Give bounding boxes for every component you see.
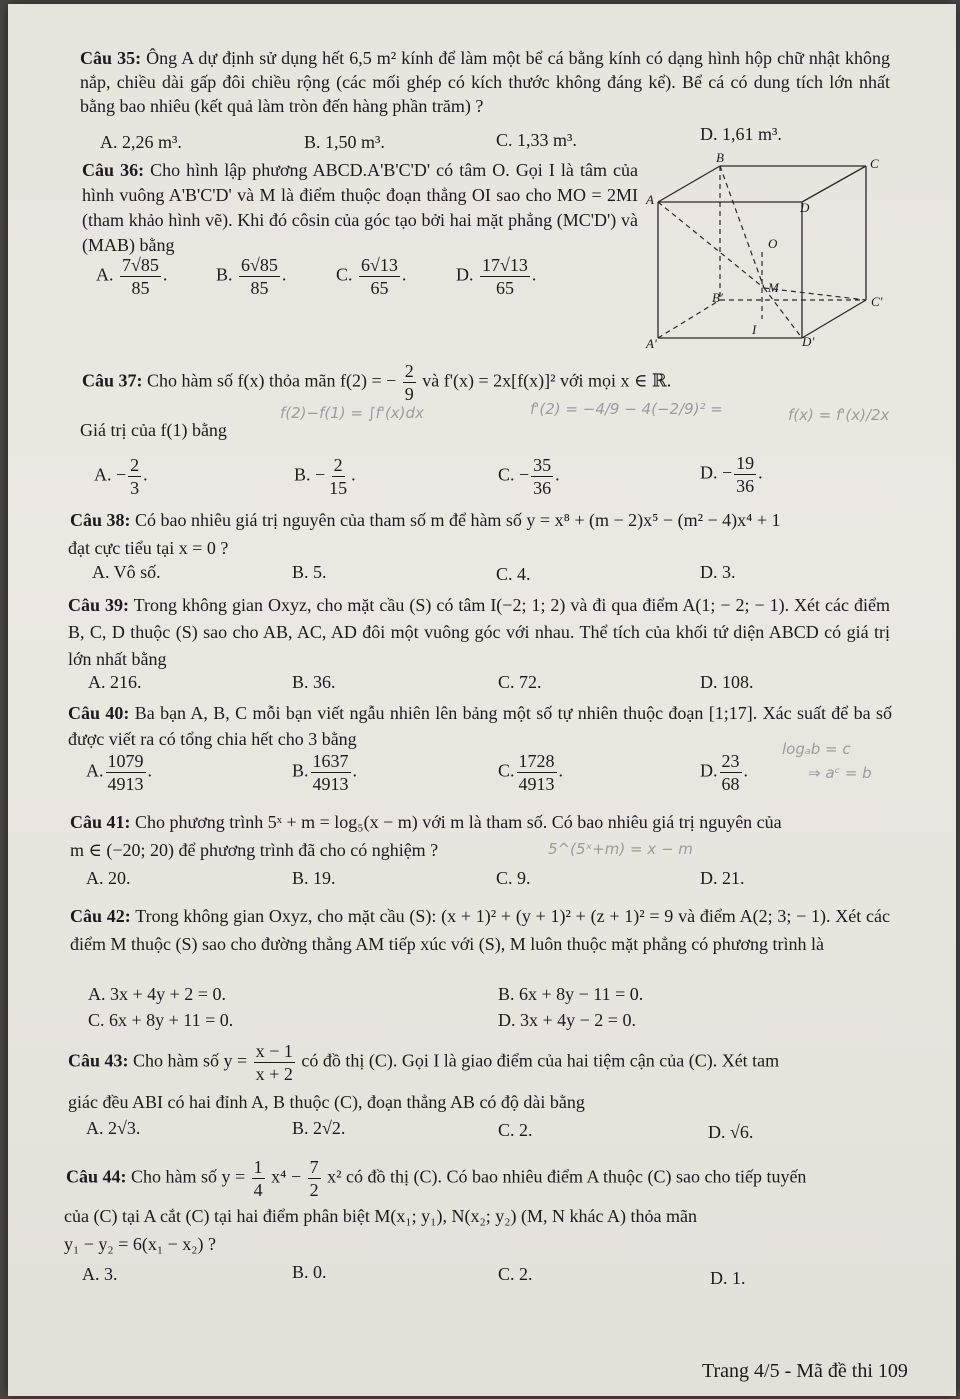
q39-answer-c[interactable]: C. 72. — [498, 672, 542, 692]
q40-answer-c[interactable]: C. $\frac{1728}{4913}$ . — [498, 751, 564, 794]
q35-answer-b[interactable]: B. 1,50 m³. — [304, 132, 385, 152]
q38-answer-a[interactable]: A. Vô số. — [92, 562, 161, 582]
q38-text: Có bao nhiêu giá trị nguyên của tham số m để hàm số y = x⁸ + (m − 2)x⁵ − (m² − 4)x⁴ + 1 — [135, 510, 781, 530]
q38-text2: đạt cực tiểu tại x = 0 ? — [68, 538, 229, 558]
q43-answer-d[interactable]: D. √6. — [708, 1122, 754, 1142]
q37-text1: Cho hàm số f(x) thỏa mãn f(2) = − — [147, 370, 397, 391]
q36-label: Câu 36: — [82, 160, 145, 180]
q36-answer-b[interactable]: B. $\frac{6√85}{85}$ . — [216, 255, 287, 298]
q40-handwriting-1: logₐb = c — [782, 740, 851, 758]
label-I: I — [752, 322, 757, 337]
line-BM — [720, 166, 764, 288]
q41-handwriting-1: 5^(5ˣ+m) = x − m — [548, 840, 693, 858]
question-44 — [66, 1156, 806, 1201]
q44-fraction-2: $\frac{7}{2}$ — [309, 1157, 319, 1200]
q38-label: Câu 38: — [70, 510, 131, 530]
edge-AB-bottom-hidden — [658, 300, 720, 338]
q44-answer-b[interactable]: B. 0. — [292, 1262, 327, 1282]
q36-answer-d[interactable]: D. $\frac{17√13}{65}$ . — [456, 255, 537, 298]
q37-handwriting-3: f(x) = f'(x)/2x — [788, 406, 890, 424]
q42-answer-d[interactable]: D. 3x + 4y − 2 = 0. — [498, 1010, 636, 1030]
line-MD — [764, 288, 802, 338]
label-Cp: C' — [871, 294, 883, 309]
q36-c-fraction: $\frac{6√13}{65}$ — [361, 255, 398, 298]
label-M: M — [768, 280, 779, 295]
q37-answer-a[interactable]: A. − $\frac{2}{3}$ . — [94, 455, 148, 498]
q35-label: Câu 35: — [80, 48, 142, 68]
question-38 — [70, 508, 781, 532]
q37-b-fraction: $\frac{2}{15}$ — [329, 455, 348, 498]
label-Bp: B' — [712, 290, 723, 305]
line-MC — [764, 288, 866, 300]
label-B: B — [716, 152, 724, 165]
question-39 — [68, 592, 890, 673]
exam-page — [8, 4, 956, 1396]
question-43 — [68, 1040, 779, 1085]
q44-label: Câu 44: — [66, 1166, 127, 1187]
label-Dp: D' — [802, 334, 815, 349]
q40-text: Ba bạn A, B, C mỗi bạn viết ngẫu nhiên lên bảng một số tự nhiên thuộc đoạn [1;17]. Xác suất để ba số được viết ra có tổng chia hết cho 3 bằng — [68, 703, 892, 749]
q40-a-fraction: $\frac{1079}{4913}$ — [107, 751, 144, 794]
edge-BA — [658, 166, 720, 202]
q44-fraction-1: $\frac{1}{4}$ — [253, 1157, 263, 1200]
q44-text3: của (C) tại A cắt (C) tại hai điểm phân biệt M(x₁; y₁), N(x₂; y₂) (M, N khác A) thỏa mãn — [64, 1206, 697, 1226]
q40-c-fraction: $\frac{1728}{4913}$ — [518, 751, 555, 794]
q42-label: Câu 42: — [70, 906, 131, 926]
q39-answer-b[interactable]: B. 36. — [292, 672, 336, 692]
question-42 — [70, 902, 890, 958]
q36-answer-c[interactable]: C. $\frac{6√13}{65}$ . — [336, 255, 407, 298]
q42-answer-a[interactable]: A. 3x + 4y + 2 = 0. — [88, 984, 226, 1004]
q35-answer-c[interactable]: C. 1,33 m³. — [496, 130, 577, 150]
q40-answer-b[interactable]: B. $\frac{1637}{4913}$ . — [292, 751, 358, 794]
q37-answer-b[interactable]: B. − $\frac{2}{15}$ . — [294, 455, 356, 498]
q40-b-fraction: $\frac{1637}{4913}$ — [312, 751, 349, 794]
cube-figure — [644, 152, 894, 352]
q44-answer-a[interactable]: A. 3. — [82, 1264, 118, 1284]
q39-answer-a[interactable]: A. 216. — [88, 672, 142, 692]
q43-text1: Cho hàm số y = — [133, 1050, 248, 1071]
q36-answer-a[interactable]: A. $\frac{7√85}{85}$ . — [96, 255, 168, 298]
q36-b-fraction: $\frac{6√85}{85}$ — [241, 255, 278, 298]
q35-answer-a[interactable]: A. 2,26 m³. — [100, 132, 182, 152]
q44-text2: x² có đồ thị (C). Có bao nhiêu điểm A thuộc (C) sao cho tiếp tuyến — [327, 1166, 807, 1187]
q37-answer-d[interactable]: D. − $\frac{19}{36}$ . — [700, 453, 763, 496]
q43-text3: giác đều ABI có hai đỉnh A, B thuộc (C), đoạn thẳng AB có độ dài bằng — [68, 1092, 585, 1112]
label-O: O — [768, 236, 778, 251]
q39-answer-d[interactable]: D. 108. — [700, 672, 754, 692]
q41-answer-b[interactable]: B. 19. — [292, 868, 336, 888]
label-D: D — [800, 200, 810, 215]
q41-text: Cho phương trình 5ˣ + m = log₅(x − m) với m là tham số. Có bao nhiêu giá trị nguyên của — [135, 812, 782, 832]
q36-d-fraction: $\frac{17√13}{65}$ — [482, 255, 528, 298]
q41-label: Câu 41: — [70, 812, 131, 832]
q37-handwriting-2: f'(2) = −4/9 − 4(−2/9)² = — [530, 400, 723, 418]
q40-d-fraction: $\frac{23}{68}$ — [721, 751, 740, 794]
question-37 — [82, 360, 671, 405]
q37-d-fraction: $\frac{19}{36}$ — [736, 453, 755, 496]
q43-label: Câu 43: — [68, 1050, 129, 1071]
q44-answer-c[interactable]: C. 2. — [498, 1264, 533, 1284]
q42-text: Trong không gian Oxyz, cho mặt cầu (S): (x + 1)² + (y + 1)² + (z + 1)² = 9 và điểm A(2; 3; − 1). Xét các điểm M thuộc (S) sao cho đường thẳng AM tiếp xúc với (S), M luôn thuộc mặt phẳng có phương trình là — [70, 906, 890, 954]
q41-answer-d[interactable]: D. 21. — [700, 868, 745, 888]
question-36 — [82, 158, 638, 258]
page-footer: Trang 4/5 - Mã đề thi 109 — [702, 1360, 908, 1382]
q43-answer-a[interactable]: A. 2√3. — [86, 1118, 141, 1138]
q38-answer-c[interactable]: C. 4. — [496, 564, 531, 584]
q38-answer-d[interactable]: D. 3. — [700, 562, 736, 582]
q37-handwriting-1: f(2)−f(1) = ∫f'(x)dx — [280, 404, 424, 422]
q37-a-fraction: $\frac{2}{3}$ — [130, 455, 140, 498]
q44-text1: Cho hàm số y = — [131, 1166, 246, 1187]
q41-text2: m ∈ (−20; 20) để phương trình đã cho có nghiệm ? — [70, 840, 439, 860]
q41-answer-c[interactable]: C. 9. — [496, 868, 531, 888]
q36-text: Cho hình lập phương ABCD.A'B'C'D' có tâm O. Gọi I là tâm của hình vuông A'B'C'D' và M là điểm thuộc đoạn thẳng OI sao cho MO = 2MI (tham khảo hình vẽ). Khi đó côsin của góc tạo bởi hai mặt phẳng (MC'D') và (MAB) bằng — [82, 160, 638, 255]
q37-c-fraction: $\frac{35}{36}$ — [533, 455, 552, 498]
q44-answer-d[interactable]: D. 1. — [710, 1268, 746, 1288]
q40-answer-a[interactable]: A. $\frac{1079}{4913}$ . — [86, 751, 152, 794]
q37-answer-c[interactable]: C. − $\frac{35}{36}$ . — [498, 455, 560, 498]
label-Ap: A' — [646, 336, 657, 351]
q44-text4: y₁ − y₂ = 6(x₁ − x₂) ? — [64, 1234, 217, 1254]
q42-answer-c[interactable]: C. 6x + 8y + 11 = 0. — [88, 1010, 234, 1030]
q39-text: Trong không gian Oxyz, cho mặt cầu (S) có tâm I(−2; 1; 2) và đi qua điểm A(1; − 2; − 1). Xét các điểm B, C, D thuộc (S) sao cho AB, AC, AD đôi một vuông góc với nhau. Thể tích của khối tứ diện ABCD có giá trị lớn nhất bằng — [68, 595, 890, 669]
q41-answer-a[interactable]: A. 20. — [86, 868, 131, 888]
label-A: A — [646, 192, 654, 207]
q43-text2: có đồ thị (C). Gọi I là giao điểm của hai tiệm cận của (C). Xét tam — [301, 1050, 780, 1071]
q42-answer-b[interactable]: B. 6x + 8y − 11 = 0. — [498, 984, 644, 1004]
q37-text3: Giá trị của f(1) bằng — [80, 420, 227, 440]
edge-DC-bottom — [802, 300, 866, 338]
q40-handwriting-2: ⇒ aᶜ = b — [808, 764, 872, 782]
question-40 — [68, 700, 892, 752]
q43-fraction: $\frac{x - 1}{x + 2}$ — [255, 1041, 293, 1084]
q37-text2: và f'(x) = 2x[f(x)]² với mọi x ∈ ℝ. — [422, 370, 672, 391]
q37-fraction: $\frac{2}{9}$ — [404, 361, 414, 404]
q38-answer-b[interactable]: B. 5. — [292, 562, 327, 582]
q43-answer-c[interactable]: C. 2. — [498, 1120, 533, 1140]
q37-label: Câu 37: — [82, 370, 143, 391]
q35-answer-d[interactable]: D. 1,61 m³. — [700, 124, 782, 144]
q40-label: Câu 40: — [68, 703, 130, 723]
question-41 — [70, 810, 782, 834]
label-C: C — [870, 156, 879, 171]
q39-label: Câu 39: — [68, 595, 129, 615]
edge-CD — [802, 166, 866, 202]
q40-answer-d[interactable]: D. $\frac{23}{68}$ . — [700, 751, 748, 794]
q44-mid: x⁴ − — [271, 1166, 302, 1187]
q35-text: Ông A dự định sử dụng hết 6,5 m² kính để làm một bể cá bằng kính có dạng hình hộp chữ nhật không nắp, chiều dài gấp đôi chiều rộng (các mối ghép có kích thước không đáng kể). Bể cá có dung tích lớn nhất bằng bao nhiêu (kết quả làm tròn đến hàng phần trăm) ? — [80, 48, 890, 116]
question-35 — [80, 46, 890, 118]
q36-a-fraction: $\frac{7√85}{85}$ — [122, 255, 159, 298]
q43-answer-b[interactable]: B. 2√2. — [292, 1118, 346, 1138]
